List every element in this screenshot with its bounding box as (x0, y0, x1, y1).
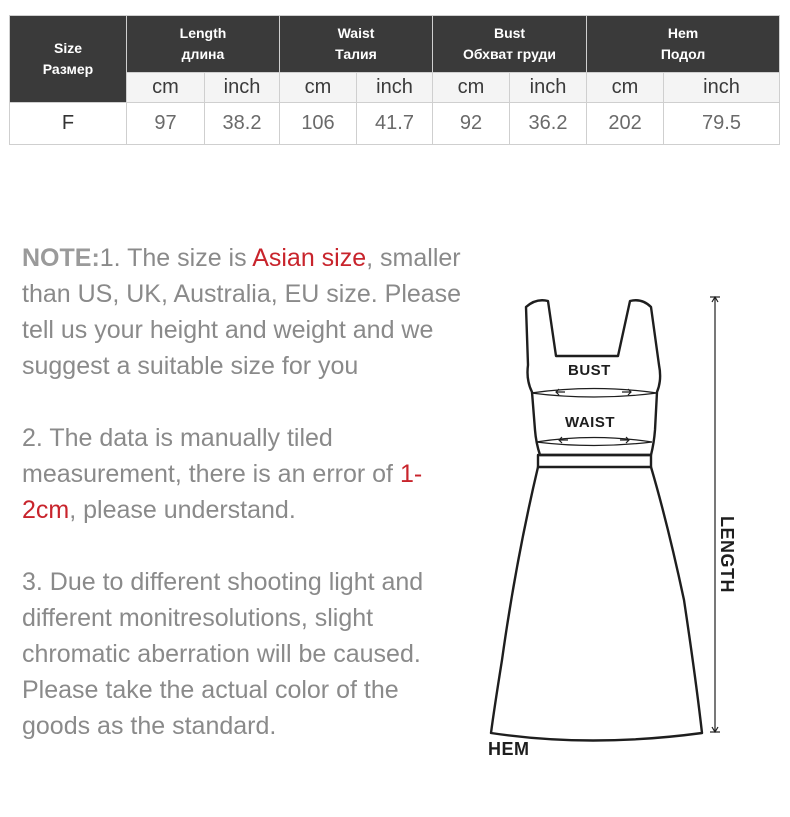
table-cell: 36.2 (510, 103, 587, 145)
waist-header-en: Waist (337, 25, 375, 41)
waist-header-ru: Талия (335, 46, 377, 62)
table-cell: 79.5 (664, 103, 780, 145)
dress-waistband (538, 455, 651, 467)
size-chart-table (9, 15, 780, 145)
hem-label: HEM (488, 739, 530, 759)
bust-header-ru: Обхват груди (462, 46, 557, 62)
note-1-highlight: Asian size (252, 244, 367, 272)
waist-header-cell (280, 16, 433, 73)
size-header-en: Size (53, 40, 82, 56)
hem-header-en: Hem (667, 25, 699, 41)
bust-measure-line (531, 389, 657, 398)
length-header-en: Length (179, 25, 227, 41)
unit-cell: inch (205, 73, 280, 103)
unit-cell: inch (664, 73, 780, 103)
table-cell: 41.7 (357, 103, 433, 145)
size-header-ru: Размер (42, 61, 94, 77)
bust-header-en: Bust (493, 25, 526, 41)
table-cell: 97 (127, 103, 205, 145)
note-1-text-b: , smaller than US, UK, Australia, EU size. Please tell us your height and weight and we suggest a suitable size for you (22, 244, 462, 380)
dress-skirt-outline (491, 467, 702, 741)
notes-section (22, 240, 462, 780)
table-row (10, 103, 780, 145)
bust-label: BUST (568, 362, 611, 379)
length-header-cell (127, 16, 280, 73)
unit-cell: cm (433, 73, 510, 103)
waist-label: WAIST (565, 414, 615, 431)
unit-cell: cm (587, 73, 664, 103)
hem-header-cell (587, 16, 780, 73)
unit-cell: cm (280, 73, 357, 103)
length-label: LENGTH (717, 516, 737, 593)
unit-cell: cm (127, 73, 205, 103)
unit-cell: inch (510, 73, 587, 103)
length-measure-line (710, 297, 720, 732)
size-value: F (10, 103, 127, 145)
table-cell: 38.2 (205, 103, 280, 145)
hem-header-ru: Подол (660, 46, 706, 62)
note-3: 3. Due to different shooting light and different monitresolutions, slight chromatic aberration will be caused. Please take the actual color of the goods as the standard. (22, 568, 424, 740)
note-1-text-a: 1. The size is (99, 244, 253, 272)
note-2-text-a: 2. The data is manually tiled measurement, there is an error of (22, 424, 400, 488)
unit-cell: inch (357, 73, 433, 103)
size-header-cell (10, 16, 127, 103)
note-2 (22, 420, 462, 528)
note-2-highlight: 1-2cm (22, 460, 423, 524)
table-cell: 92 (433, 103, 510, 145)
note-1 (22, 240, 462, 384)
table-cell: 202 (587, 103, 664, 145)
note-2-text-b: , please understand. (69, 496, 296, 524)
note-label: NOTE: (22, 244, 100, 272)
length-header-ru: длина (181, 46, 225, 62)
table-cell: 106 (280, 103, 357, 145)
waist-measure-line (536, 437, 652, 446)
bust-header-cell (433, 16, 587, 73)
